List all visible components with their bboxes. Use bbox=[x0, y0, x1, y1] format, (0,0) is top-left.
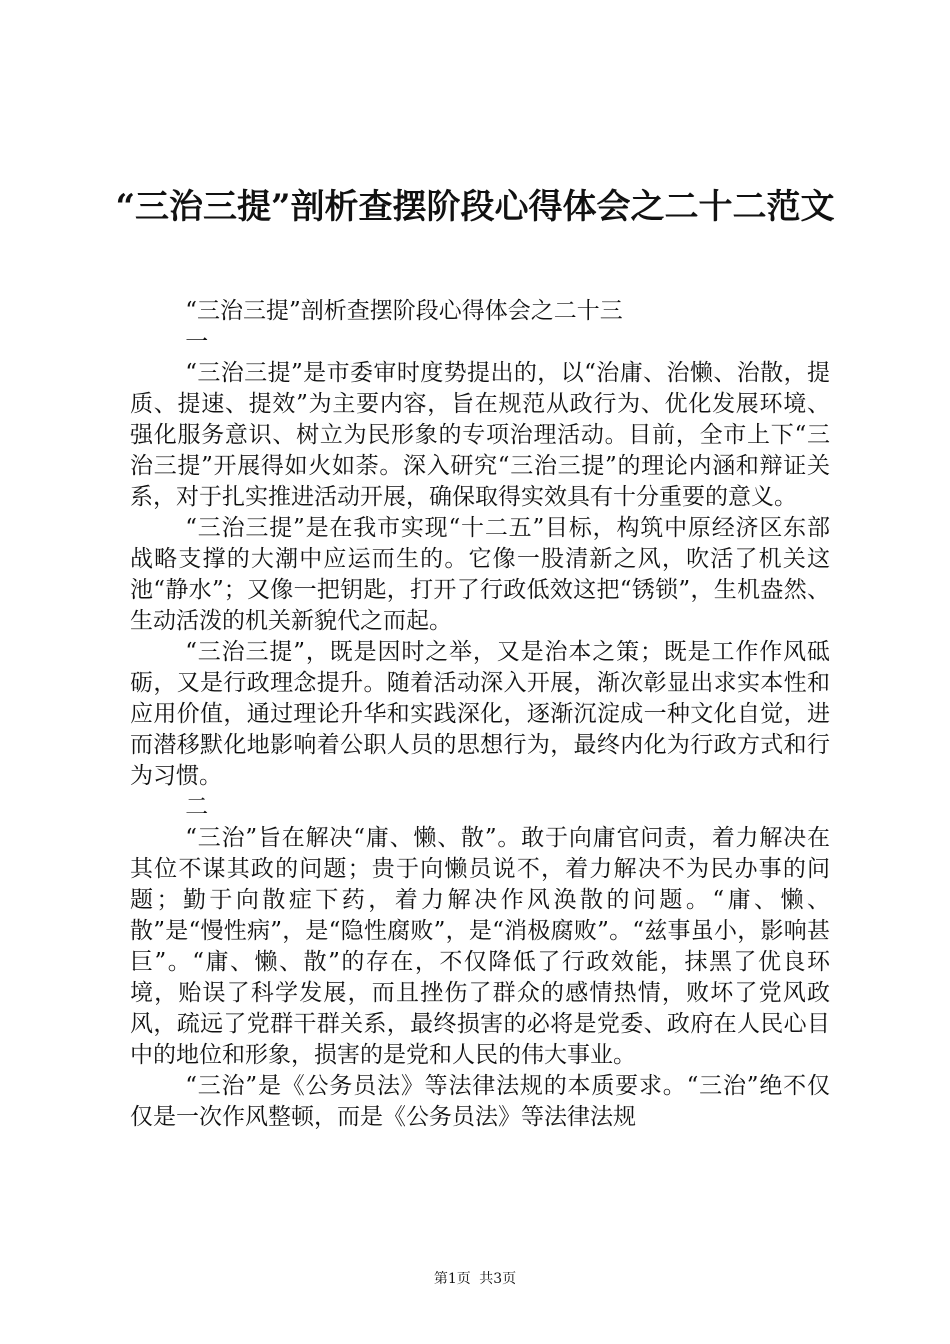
document-title: “三治三提”剖析查摆阶段心得体会之二十二范文 bbox=[115, 187, 835, 227]
body-paragraph: “三治三提”，既是因时之举，又是治本之策；既是工作作风砥砺，又是行政理念提升。随着活动深入开展，渐次彰显出求实本性和应用价值，通过理论升华和实践深化，逐渐沉淀成一种文化自觉，进而潜移默化地影响着公职人员的思想行为，最终内化为行政方式和行为习惯。 bbox=[130, 639, 830, 789]
body-paragraph: “三治三提”是市委审时度势提出的，以“治庸、治懒、治散，提质、提速、提效”为主要内容，旨在规范从政行为、优化发展环境、强化服务意识、树立为民形象的专项治理活动。目前，全市上下“三治三提”开展得如火如荼。深入研究“三治三提”的理论内涵和辩证关系，对于扎实推进活动开展，确保取得实效具有十分重要的意义。 bbox=[130, 360, 830, 510]
body-paragraph: “三治”是《公务员法》等法律法规的本质要求。“三治”绝不仅仅是一次作风整顿，而是《公务员法》等法律法规 bbox=[130, 1073, 830, 1130]
section-heading-one: 一 bbox=[185, 329, 209, 355]
body-paragraph: “三治三提”是在我市实现“十二五”目标，构筑中原经济区东部战略支撑的大潮中应运而生的。它像一股清新之风，吹活了机关这池“静水”；又像一把钥匙，打开了行政低效这把“锈锁”，生机盎然、生动活泼的机关新貌代之而起。 bbox=[130, 515, 830, 634]
page-number: 第1页 bbox=[433, 1271, 471, 1287]
page-footer bbox=[0, 1268, 950, 1288]
page-total: 共3页 bbox=[479, 1271, 517, 1287]
section-heading-two: 二 bbox=[185, 794, 209, 820]
subtitle-paragraph: “三治三提”剖析查摆阶段心得体会之二十三 bbox=[185, 298, 623, 324]
document-body bbox=[130, 296, 830, 1133]
body-paragraph: “三治”旨在解决“庸、懒、散”。敢于向庸官问责，着力解决在其位不谋其政的问题；贵于向懒员说不，着力解决不为民办事的问题；勤于向散症下药，着力解决作风涣散的问题。“庸、懒、散”是“慢性病”，是“隐性腐败”，是“消极腐败”。“兹事虽小，影响甚巨”。“庸、懒、散”的存在，不仅降低了行政效能，抹黑了优良环境，贻误了科学发展，而且挫伤了群众的感情热情，败坏了党风政风，疏远了党群干群关系，最终损害的必将是党委、政府在人民心目中的地位和形象，损害的是党和人民的伟大事业。 bbox=[130, 825, 830, 1068]
